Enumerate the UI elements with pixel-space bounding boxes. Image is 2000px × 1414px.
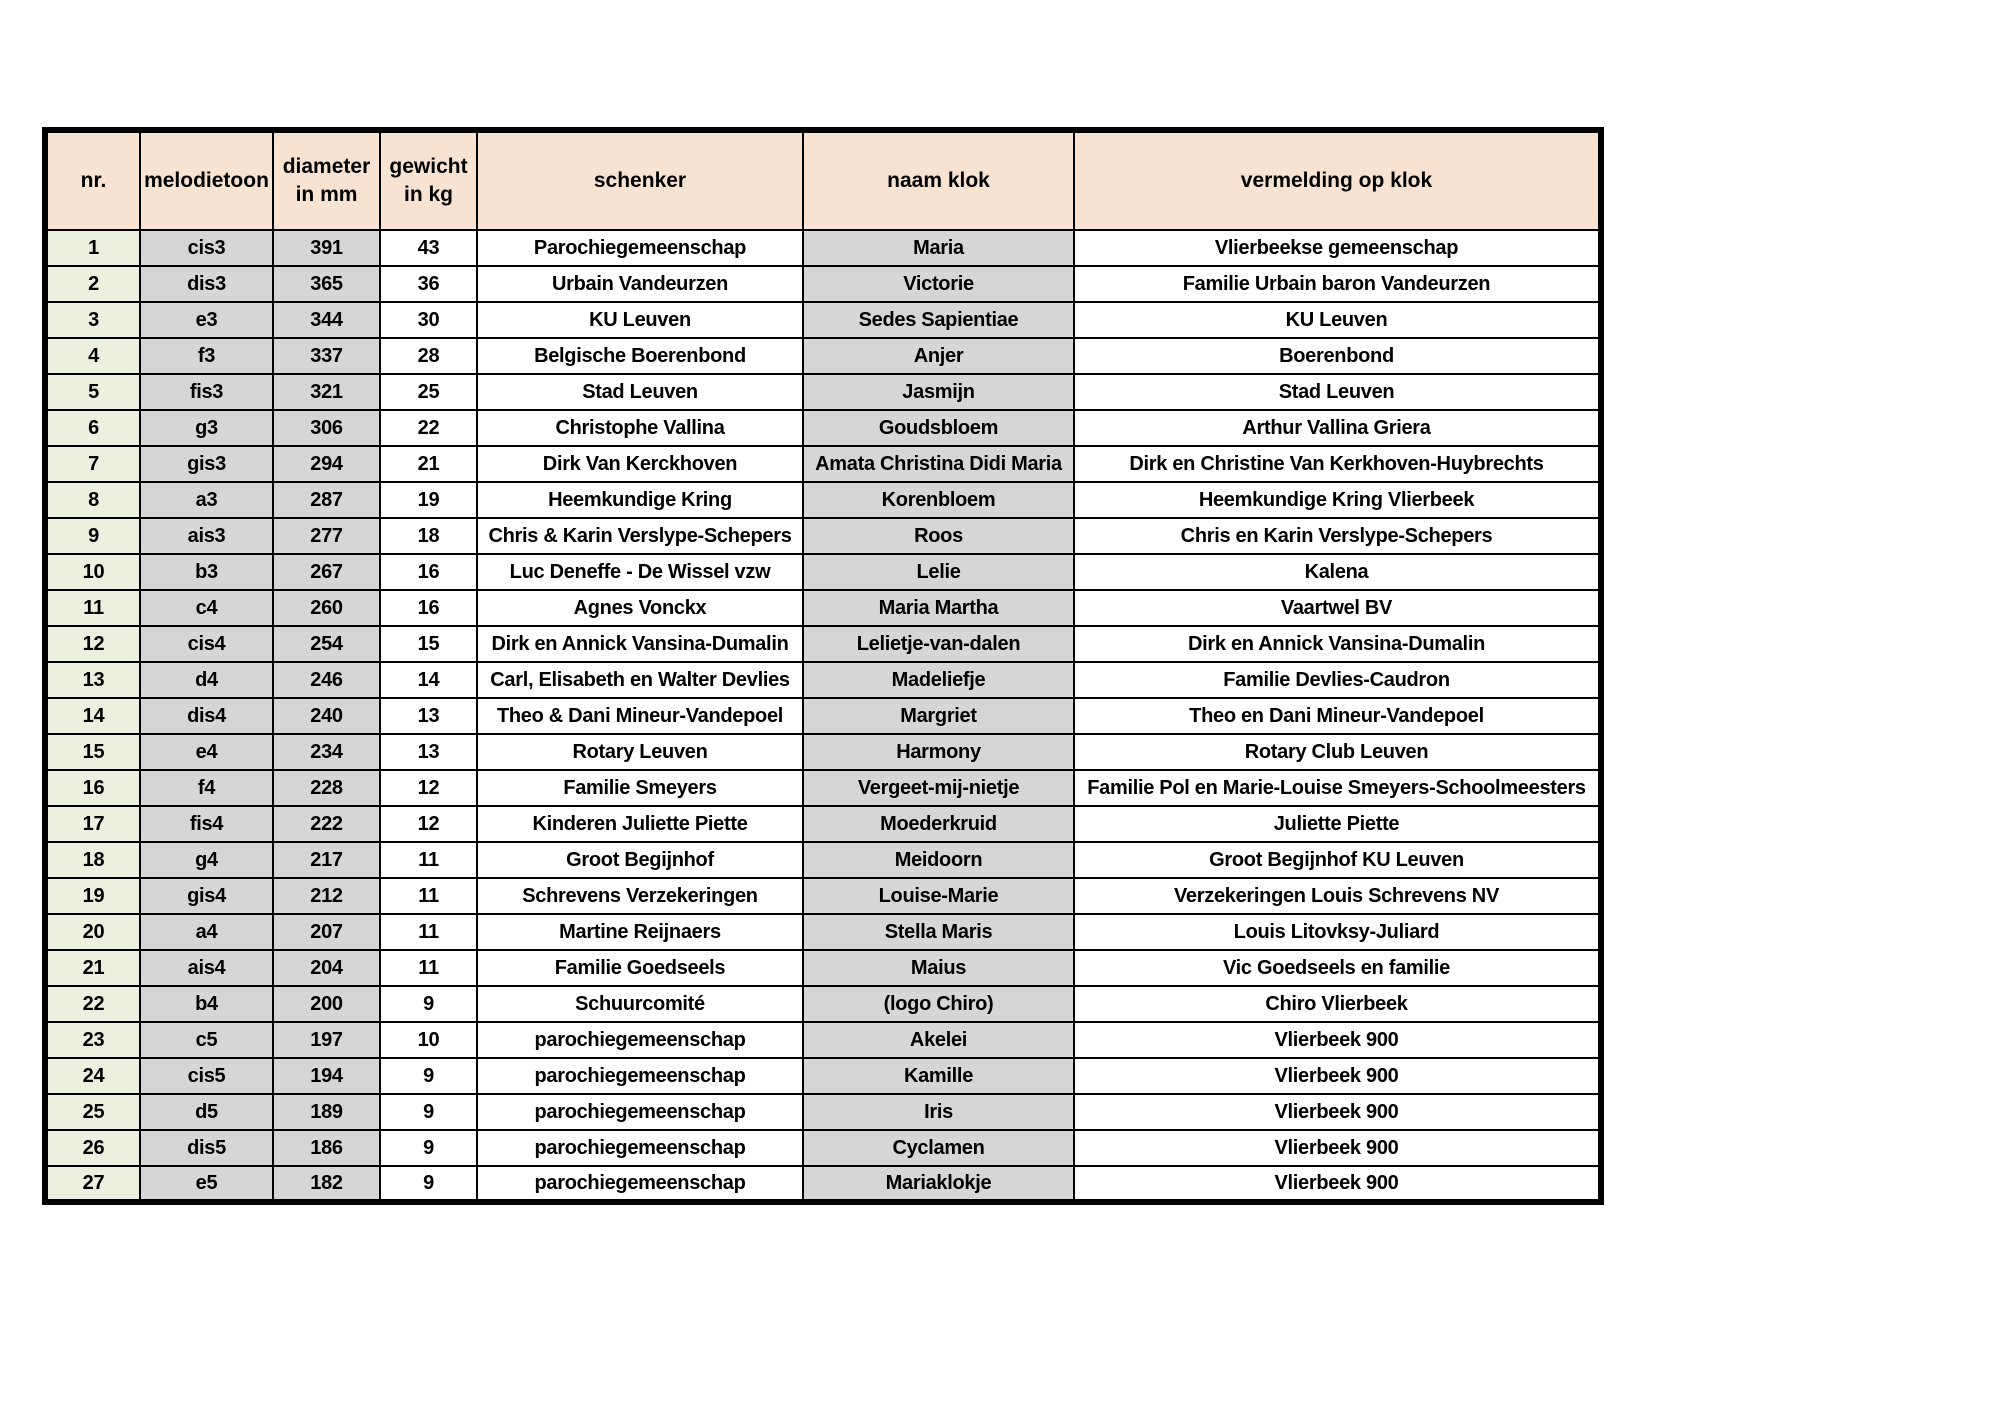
cell-schenker: Dirk en Annick Vansina-Dumalin	[477, 626, 803, 662]
cell-diameter: 234	[273, 734, 380, 770]
cell-schenker: Martine Reijnaers	[477, 914, 803, 950]
cell-naam: Akelei	[803, 1022, 1074, 1058]
table-row	[45, 698, 1601, 734]
cell-gewicht: 43	[380, 230, 477, 266]
cell-nr: 5	[45, 374, 140, 410]
table-row	[45, 446, 1601, 482]
cell-diameter: 306	[273, 410, 380, 446]
bells-table	[42, 127, 1604, 1205]
table-row	[45, 950, 1601, 986]
cell-diameter: 222	[273, 806, 380, 842]
cell-melodietoon: b3	[140, 554, 273, 590]
cell-nr: 23	[45, 1022, 140, 1058]
cell-gewicht: 13	[380, 698, 477, 734]
cell-diameter: 189	[273, 1094, 380, 1130]
cell-naam: Iris	[803, 1094, 1074, 1130]
cell-melodietoon: fis4	[140, 806, 273, 842]
cell-schenker: parochiegemeenschap	[477, 1094, 803, 1130]
cell-gewicht: 22	[380, 410, 477, 446]
cell-melodietoon: dis4	[140, 698, 273, 734]
cell-diameter: 267	[273, 554, 380, 590]
cell-schenker: parochiegemeenschap	[477, 1022, 803, 1058]
cell-vermelding: Vlierbeek 900	[1074, 1166, 1601, 1202]
cell-diameter: 182	[273, 1166, 380, 1202]
cell-diameter: 217	[273, 842, 380, 878]
cell-nr: 7	[45, 446, 140, 482]
cell-naam: Margriet	[803, 698, 1074, 734]
cell-schenker: Urbain Vandeurzen	[477, 266, 803, 302]
cell-vermelding: Groot Begijnhof KU Leuven	[1074, 842, 1601, 878]
cell-schenker: Stad Leuven	[477, 374, 803, 410]
cell-nr: 21	[45, 950, 140, 986]
cell-schenker: Kinderen Juliette Piette	[477, 806, 803, 842]
cell-melodietoon: e5	[140, 1166, 273, 1202]
cell-naam: Louise-Marie	[803, 878, 1074, 914]
cell-gewicht: 15	[380, 626, 477, 662]
cell-naam: Cyclamen	[803, 1130, 1074, 1166]
cell-vermelding: Vaartwel BV	[1074, 590, 1601, 626]
cell-gewicht: 30	[380, 302, 477, 338]
header-cell-diameter: diameter in mm	[273, 130, 380, 230]
cell-melodietoon: d5	[140, 1094, 273, 1130]
cell-vermelding: Familie Devlies-Caudron	[1074, 662, 1601, 698]
cell-naam: Lelietje-van-dalen	[803, 626, 1074, 662]
table-row	[45, 518, 1601, 554]
cell-diameter: 287	[273, 482, 380, 518]
cell-nr: 20	[45, 914, 140, 950]
cell-diameter: 240	[273, 698, 380, 734]
cell-gewicht: 9	[380, 1166, 477, 1202]
cell-naam: Kamille	[803, 1058, 1074, 1094]
cell-melodietoon: e3	[140, 302, 273, 338]
cell-vermelding: Vlierbeek 900	[1074, 1094, 1601, 1130]
cell-vermelding: Dirk en Annick Vansina-Dumalin	[1074, 626, 1601, 662]
cell-melodietoon: c4	[140, 590, 273, 626]
cell-naam: Maius	[803, 950, 1074, 986]
table-body	[45, 230, 1601, 1202]
cell-gewicht: 11	[380, 914, 477, 950]
cell-nr: 25	[45, 1094, 140, 1130]
cell-gewicht: 9	[380, 1094, 477, 1130]
table-row	[45, 1094, 1601, 1130]
cell-melodietoon: f3	[140, 338, 273, 374]
cell-schenker: Schrevens Verzekeringen	[477, 878, 803, 914]
cell-schenker: Heemkundige Kring	[477, 482, 803, 518]
cell-nr: 10	[45, 554, 140, 590]
cell-gewicht: 36	[380, 266, 477, 302]
cell-diameter: 365	[273, 266, 380, 302]
cell-diameter: 200	[273, 986, 380, 1022]
cell-naam: Roos	[803, 518, 1074, 554]
cell-naam: Vergeet-mij-nietje	[803, 770, 1074, 806]
cell-schenker: Familie Smeyers	[477, 770, 803, 806]
cell-nr: 9	[45, 518, 140, 554]
cell-diameter: 254	[273, 626, 380, 662]
cell-gewicht: 11	[380, 950, 477, 986]
cell-nr: 24	[45, 1058, 140, 1094]
cell-vermelding: Familie Urbain baron Vandeurzen	[1074, 266, 1601, 302]
cell-schenker: Rotary Leuven	[477, 734, 803, 770]
cell-melodietoon: a4	[140, 914, 273, 950]
cell-naam: Maria	[803, 230, 1074, 266]
cell-melodietoon: fis3	[140, 374, 273, 410]
cell-vermelding: Verzekeringen Louis Schrevens NV	[1074, 878, 1601, 914]
cell-diameter: 277	[273, 518, 380, 554]
cell-gewicht: 11	[380, 878, 477, 914]
cell-naam: Lelie	[803, 554, 1074, 590]
cell-gewicht: 21	[380, 446, 477, 482]
cell-nr: 15	[45, 734, 140, 770]
cell-melodietoon: ais3	[140, 518, 273, 554]
cell-gewicht: 12	[380, 770, 477, 806]
cell-vermelding: Rotary Club Leuven	[1074, 734, 1601, 770]
cell-melodietoon: b4	[140, 986, 273, 1022]
cell-schenker: parochiegemeenschap	[477, 1166, 803, 1202]
cell-vermelding: Louis Litovksy-Juliard	[1074, 914, 1601, 950]
cell-gewicht: 25	[380, 374, 477, 410]
cell-naam: Sedes Sapientiae	[803, 302, 1074, 338]
cell-naam: Meidoorn	[803, 842, 1074, 878]
table-row	[45, 230, 1601, 266]
cell-nr: 2	[45, 266, 140, 302]
cell-diameter: 344	[273, 302, 380, 338]
cell-melodietoon: g3	[140, 410, 273, 446]
cell-diameter: 212	[273, 878, 380, 914]
cell-gewicht: 9	[380, 1130, 477, 1166]
cell-nr: 4	[45, 338, 140, 374]
table-header	[45, 130, 1601, 230]
table-row	[45, 878, 1601, 914]
cell-vermelding: KU Leuven	[1074, 302, 1601, 338]
cell-gewicht: 10	[380, 1022, 477, 1058]
cell-schenker: parochiegemeenschap	[477, 1058, 803, 1094]
cell-gewicht: 11	[380, 842, 477, 878]
cell-diameter: 197	[273, 1022, 380, 1058]
cell-naam: Mariaklokje	[803, 1166, 1074, 1202]
cell-vermelding: Juliette Piette	[1074, 806, 1601, 842]
cell-gewicht: 18	[380, 518, 477, 554]
cell-melodietoon: e4	[140, 734, 273, 770]
cell-naam: Anjer	[803, 338, 1074, 374]
header-row	[45, 130, 1601, 230]
cell-vermelding: Familie Pol en Marie-Louise Smeyers-Schoolmeesters	[1074, 770, 1601, 806]
table-row	[45, 1130, 1601, 1166]
table-row	[45, 1022, 1601, 1058]
cell-naam: Moederkruid	[803, 806, 1074, 842]
table-row	[45, 734, 1601, 770]
cell-melodietoon: ais4	[140, 950, 273, 986]
cell-schenker: Carl, Elisabeth en Walter Devlies	[477, 662, 803, 698]
cell-nr: 6	[45, 410, 140, 446]
cell-nr: 26	[45, 1130, 140, 1166]
cell-nr: 3	[45, 302, 140, 338]
cell-diameter: 194	[273, 1058, 380, 1094]
table-row	[45, 806, 1601, 842]
cell-melodietoon: gis4	[140, 878, 273, 914]
cell-nr: 12	[45, 626, 140, 662]
cell-schenker: Dirk Van Kerckhoven	[477, 446, 803, 482]
cell-gewicht: 16	[380, 554, 477, 590]
cell-vermelding: Arthur Vallina Griera	[1074, 410, 1601, 446]
cell-vermelding: Theo en Dani Mineur-Vandepoel	[1074, 698, 1601, 734]
cell-diameter: 207	[273, 914, 380, 950]
cell-naam: Stella Maris	[803, 914, 1074, 950]
cell-vermelding: Vlierbeek 900	[1074, 1058, 1601, 1094]
cell-vermelding: Dirk en Christine Van Kerkhoven-Huybrechts	[1074, 446, 1601, 482]
cell-naam: Amata Christina Didi Maria	[803, 446, 1074, 482]
table-row	[45, 626, 1601, 662]
header-cell-schenker: schenker	[477, 130, 803, 230]
cell-schenker: parochiegemeenschap	[477, 1130, 803, 1166]
table-row	[45, 914, 1601, 950]
cell-diameter: 294	[273, 446, 380, 482]
cell-melodietoon: cis3	[140, 230, 273, 266]
cell-diameter: 186	[273, 1130, 380, 1166]
cell-vermelding: Vlierbeek 900	[1074, 1022, 1601, 1058]
table-row	[45, 662, 1601, 698]
table-row	[45, 1058, 1601, 1094]
cell-nr: 19	[45, 878, 140, 914]
table-row	[45, 410, 1601, 446]
cell-melodietoon: f4	[140, 770, 273, 806]
cell-gewicht: 14	[380, 662, 477, 698]
cell-vermelding: Boerenbond	[1074, 338, 1601, 374]
cell-naam: Harmony	[803, 734, 1074, 770]
cell-nr: 13	[45, 662, 140, 698]
cell-gewicht: 9	[380, 986, 477, 1022]
table-row	[45, 302, 1601, 338]
cell-diameter: 228	[273, 770, 380, 806]
cell-gewicht: 9	[380, 1058, 477, 1094]
cell-melodietoon: a3	[140, 482, 273, 518]
cell-naam: Victorie	[803, 266, 1074, 302]
cell-naam: Korenbloem	[803, 482, 1074, 518]
cell-vermelding: Kalena	[1074, 554, 1601, 590]
cell-diameter: 204	[273, 950, 380, 986]
cell-melodietoon: c5	[140, 1022, 273, 1058]
cell-naam: Goudsbloem	[803, 410, 1074, 446]
cell-vermelding: Heemkundige Kring Vlierbeek	[1074, 482, 1601, 518]
cell-gewicht: 13	[380, 734, 477, 770]
cell-schenker: Luc Deneffe - De Wissel vzw	[477, 554, 803, 590]
table-row	[45, 554, 1601, 590]
cell-schenker: Parochiegemeenschap	[477, 230, 803, 266]
header-cell-vermelding: vermelding op klok	[1074, 130, 1601, 230]
cell-schenker: Belgische Boerenbond	[477, 338, 803, 374]
cell-vermelding: Stad Leuven	[1074, 374, 1601, 410]
cell-melodietoon: dis5	[140, 1130, 273, 1166]
cell-schenker: Schuurcomité	[477, 986, 803, 1022]
cell-naam: Jasmijn	[803, 374, 1074, 410]
cell-naam: Madeliefje	[803, 662, 1074, 698]
table-row	[45, 986, 1601, 1022]
cell-nr: 22	[45, 986, 140, 1022]
cell-gewicht: 16	[380, 590, 477, 626]
cell-vermelding: Chris en Karin Verslype-Schepers	[1074, 518, 1601, 554]
cell-melodietoon: d4	[140, 662, 273, 698]
cell-nr: 16	[45, 770, 140, 806]
cell-diameter: 321	[273, 374, 380, 410]
cell-vermelding: Chiro Vlierbeek	[1074, 986, 1601, 1022]
header-cell-nr: nr.	[45, 130, 140, 230]
table-row	[45, 1166, 1601, 1202]
cell-diameter: 337	[273, 338, 380, 374]
cell-melodietoon: dis3	[140, 266, 273, 302]
cell-nr: 14	[45, 698, 140, 734]
header-cell-gewicht: gewicht in kg	[380, 130, 477, 230]
header-cell-melodietoon: melodietoon	[140, 130, 273, 230]
table-row	[45, 770, 1601, 806]
cell-gewicht: 19	[380, 482, 477, 518]
cell-nr: 18	[45, 842, 140, 878]
table-row	[45, 482, 1601, 518]
cell-melodietoon: g4	[140, 842, 273, 878]
cell-schenker: Familie Goedseels	[477, 950, 803, 986]
cell-nr: 8	[45, 482, 140, 518]
header-cell-naam: naam klok	[803, 130, 1074, 230]
cell-melodietoon: cis5	[140, 1058, 273, 1094]
cell-diameter: 246	[273, 662, 380, 698]
cell-vermelding: Vlierbeekse gemeenschap	[1074, 230, 1601, 266]
cell-schenker: Theo & Dani Mineur-Vandepoel	[477, 698, 803, 734]
cell-naam: (logo Chiro)	[803, 986, 1074, 1022]
cell-melodietoon: cis4	[140, 626, 273, 662]
table-row	[45, 842, 1601, 878]
table-row	[45, 338, 1601, 374]
cell-vermelding: Vic Goedseels en familie	[1074, 950, 1601, 986]
cell-schenker: KU Leuven	[477, 302, 803, 338]
cell-melodietoon: gis3	[140, 446, 273, 482]
cell-schenker: Chris & Karin Verslype-Schepers	[477, 518, 803, 554]
table-row	[45, 266, 1601, 302]
cell-schenker: Agnes Vonckx	[477, 590, 803, 626]
cell-gewicht: 28	[380, 338, 477, 374]
cell-diameter: 391	[273, 230, 380, 266]
cell-nr: 27	[45, 1166, 140, 1202]
cell-schenker: Christophe Vallina	[477, 410, 803, 446]
cell-gewicht: 12	[380, 806, 477, 842]
cell-nr: 17	[45, 806, 140, 842]
cell-schenker: Groot Begijnhof	[477, 842, 803, 878]
cell-naam: Maria Martha	[803, 590, 1074, 626]
table-row	[45, 590, 1601, 626]
cell-nr: 1	[45, 230, 140, 266]
table-row	[45, 374, 1601, 410]
cell-nr: 11	[45, 590, 140, 626]
cell-diameter: 260	[273, 590, 380, 626]
cell-vermelding: Vlierbeek 900	[1074, 1130, 1601, 1166]
